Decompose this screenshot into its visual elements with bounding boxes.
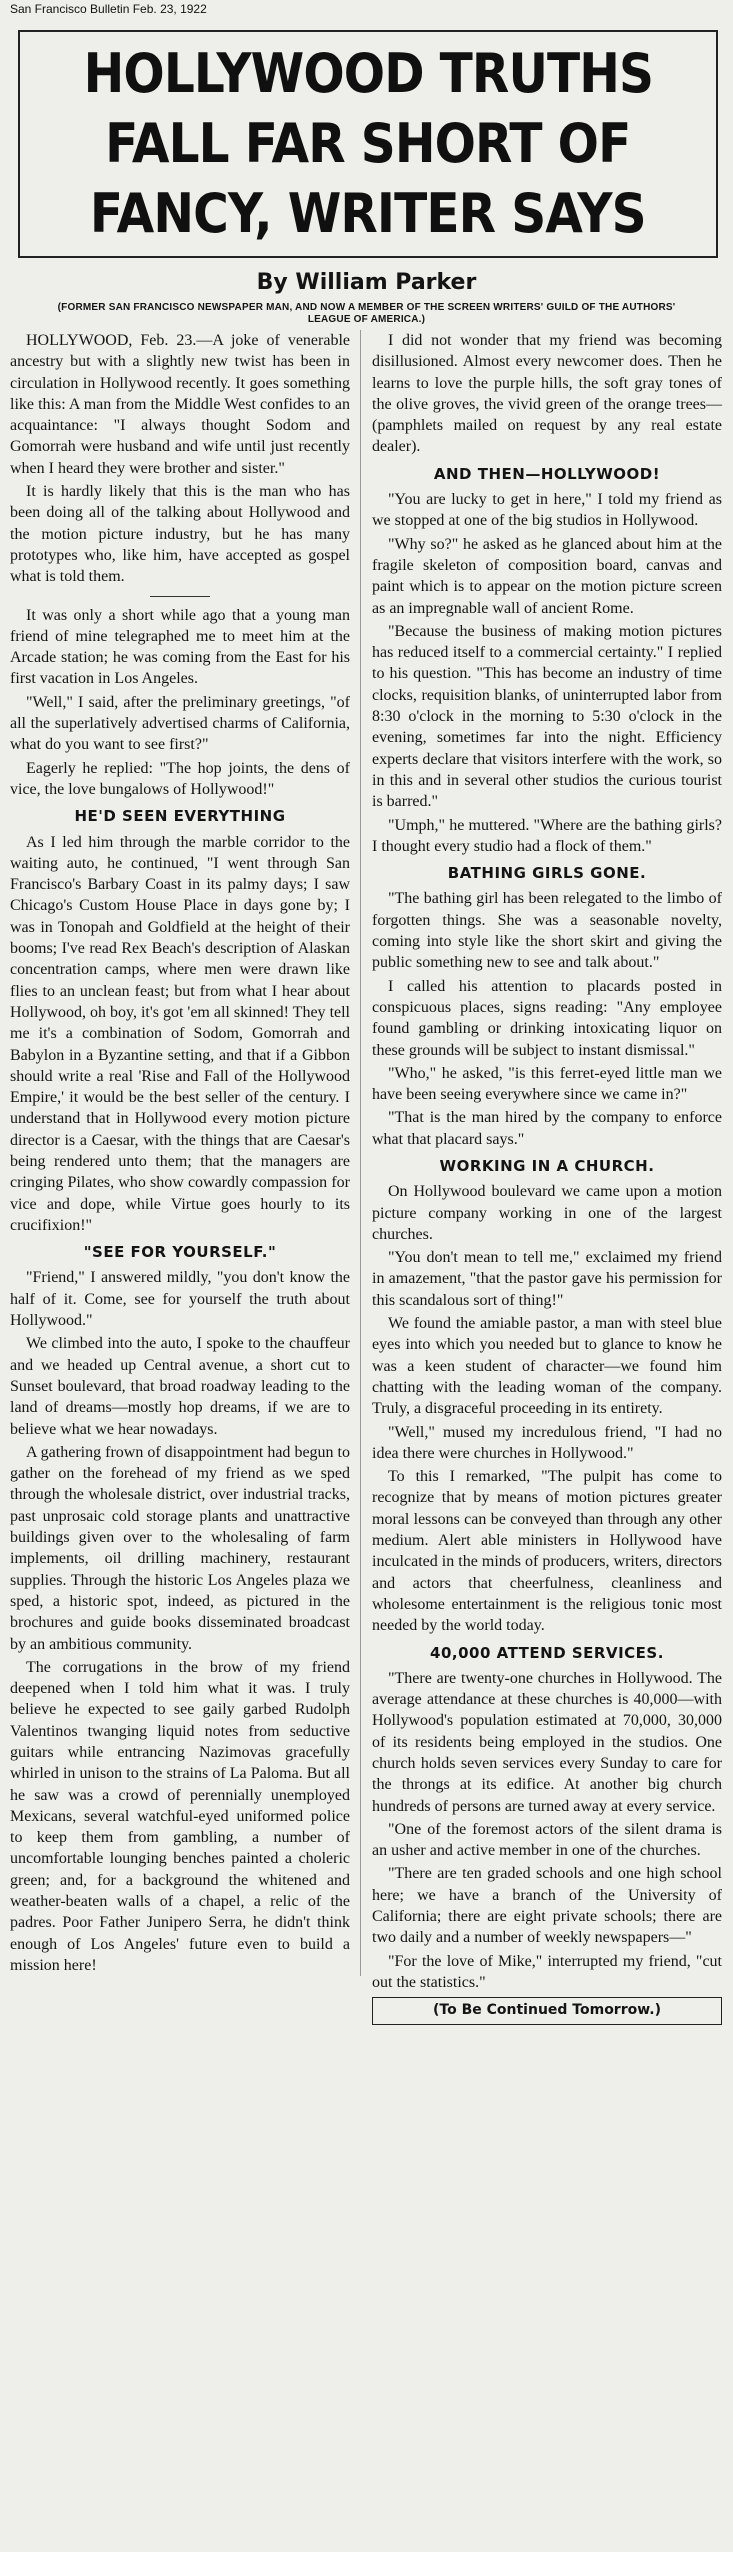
paragraph: "For the love of Mike," interrupted my friend, "cut out the statistics." <box>372 1952 722 1991</box>
paragraph: Eagerly he replied: "The hop joints, the dens of vice, the love bungalows of Hollywood!" <box>10 759 350 798</box>
subheading: AND THEN—HOLLYWOOD! <box>433 464 661 483</box>
paragraph: A gathering frown of disappointment had begun to gather on the forehead of my friend as we sped through the wholesale district, over industrial tracks, past unprosaic cold storage plants and unattractive buildings given over to the wholesaling of farm implements, oil drilling machinery, restaurant supplies. Through the historic Los Angeles plaza we sped, a historic spot, indeed, as pictured in the brochures and guide books disseminated broadcast by an ambitious community. <box>10 1443 350 1653</box>
headline-box <box>18 30 718 258</box>
paragraph: I did not wonder that my friend was becoming disillusioned. Almost every newcomer does. Then he learns to love the purple hills, the soft gray tones of the olive groves, the vivid green of the orange trees—(pamphlets mailed on request by any real estate dealer). <box>372 332 722 456</box>
paragraph: "Well," I said, after the preliminary greetings, "of all the superlatively advertised charms of California, what do you want to see first?" <box>10 693 350 754</box>
paragraph: On Hollywood boulevard we came upon a motion picture company working in one of the largest churches. <box>372 1183 722 1243</box>
subheading: 40,000 ATTEND SERVICES. <box>430 1643 664 1662</box>
paragraph: "You don't mean to tell me," exclaimed my friend in amazement, "that the pastor gave his permission for this scandalous sort of thing!" <box>372 1249 722 1309</box>
paragraph: "Friend," I answered mildly, "you don't know the half of it. Come, see for yourself the truth about Hollywood." <box>10 1269 350 1330</box>
paragraph: "Because the business of making motion pictures has reduced itself to a commercial certainty." I replied to his question. "This has become an industry of time clocks, requisition blanks, of uninterrupted labor from 8:30 o'clock in the morning to 5:30 o'clock in the evening, sometimes far into the night. Efficiency experts declare that visitors interfere with the work, so in this and in several other studios the curious tourist is barred." <box>372 622 722 811</box>
paragraph: "There are ten graded schools and one high school here; we have a branch of the University of California; there are eight private schools; there are two daily and a number of weekly newspapers—" <box>372 1865 722 1947</box>
continued-notice: (To Be Continued Tomorrow.) <box>372 1997 722 2024</box>
paragraph: To this I remarked, "The pulpit has come to recognize that by means of motion pictures greater moral lessons can be conveyed than through any other medium. Alert able ministers in Hollywood have inculcated in the minds of producers, writers, directors and actors that cheerfulness, cleanliness and wholesome entertainment is the religious tonic most needed by the world today. <box>372 1468 722 1635</box>
paragraph: "Who," he asked, "is this ferret-eyed little man we have been seeing everywhere since we came in?" <box>372 1064 722 1104</box>
paragraph: "The bathing girl has been relegated to the limbo of forgotten things. She was a seasonable novelty, coming into style like the short skirt and giving the public something new to see and talk about." <box>372 890 722 972</box>
paragraph: "Umph," he muttered. "Where are the bathing girls? I thought every studio had a flock of them." <box>372 816 722 855</box>
paragraph: "One of the foremost actors of the silent drama is an usher and active member in one of the churches. <box>372 1820 722 1860</box>
author-credit: (FORMER SAN FRANCISCO NEWSPAPER MAN, AND NOW A MEMBER OF THE SCREEN WRITERS' GUILD OF THE AUTHORS' LEAGUE OF AMERICA.) <box>57 302 676 325</box>
paragraph: We found the amiable pastor, a man with steel blue eyes into which you needed but to glance to know he was a keen student of character—we found him chatting with the leading woman of the company. Truly, a disgraceful proceeding in its entirety. <box>372 1315 722 1418</box>
source-caption: San Francisco Bulletin Feb. 23, 1922 <box>10 2 207 16</box>
subheading: WORKING IN A CHURCH. <box>439 1156 655 1175</box>
paragraph: The corrugations in the brow of my friend deepened when I told him what it was. I truly believe he expected to see gaily garbed Rudolph Valentinos twanging liquid notes from seductive guitars while entrancing Nazimovas gracefully whirled in unison to the strains of La Paloma. But all he saw was a crowd of perennially unemployed Mexicans, several watchful-eyed uniformed police to keep them from gambling, a number of uncomfortable lounging benches painted a choleric green; and, for a background the whitened and weather-beaten walls of a chapel, a relic of the padres. Poor Father Junipero Serra, he didn't think enough of Los Angeles' future even to build a mission here! <box>10 1658 350 1974</box>
subheading: BATHING GIRLS GONE. <box>447 864 647 883</box>
article-column-left <box>10 330 361 1976</box>
paragraph: "That is the man hired by the company to enforce what that placard says." <box>372 1109 722 1148</box>
headline-line-2: FALL FAR SHORT OF <box>105 112 631 175</box>
headline-line-1: HOLLYWOOD TRUTHS <box>83 42 653 105</box>
paragraph: "There are twenty-one churches in Hollywood. The average attendance at these churches is 40,000—with Hollywood's population estimated at 70,000, 30,000 of its residents being employed in the studios. One church holds seven services every Sunday to care for the throngs at its edifice. At another big church hundreds of persons are turned away at every service. <box>372 1669 722 1815</box>
divider <box>150 596 210 597</box>
paragraph: I called his attention to placards posted in conspicuous places, signs reading: "Any employee found gambling or drinking intoxicating liquor on these grounds will be subject to instant dismissal." <box>372 977 722 1059</box>
paragraph: "Why so?" he asked as he glanced about him at the fragile skeleton of composition board, canvas and paint which is to appear on the motion picture screen as an impregnable wall of ancient Rome. <box>372 535 722 617</box>
paragraph: HOLLYWOOD, Feb. 23.—A joke of venerable ancestry but with a slightly new twist has been in circulation in Hollywood recently. It goes something like this: A man from the Middle West confides to an acquaintance: "I always thought Sodom and Gomorrah were husband and wife until just recently when I heard they were brother and sister." <box>10 332 350 477</box>
subheading: HE'D SEEN EVERYTHING <box>74 807 286 826</box>
paragraph: We climbed into the auto, I spoke to the chauffeur and we headed up Central avenue, a short cut to Sunset boulevard, that broad roadway leading to the land of dreams—mostly hop dreams, if we are to believe what we hear nowadays. <box>10 1335 350 1438</box>
paragraph: It was only a short while ago that a young man friend of mine telegraphed me to meet him at the Arcade station; he was coming from the East for his first vacation in Los Angeles. <box>10 606 350 688</box>
paragraph: As I led him through the marble corridor to the waiting auto, he continued, "I went through San Francisco's Barbary Coast in its palmy days; I saw Chicago's Custom House Place in days gone by; I was in Tonopah and Goldfield at the height of their booms; I've read Rex Beach's description of Alaskan concentration camps, where men were drawn like flies to an unclean feast; but from what I hear about Hollywood, oh boy, it's got 'em all skinned! They tell me it's a combination of Sodom, Gomorrah and Babylon in a Byzantine setting, and that if a Gibbon should write a real 'Rise and Fall of the Hollywood Empire,' it would be the best seller of the century. I understand that in Hollywood every motion picture director is a Caesar, with the things that are Caesar's being rendered unto them; that the managers are cringing Pilates, who show cowardly compassion for vice and dope, while Virtue goes hourly to its crucifixion!" <box>10 833 350 1234</box>
paragraph: "You are lucky to get in here," I told my friend as we stopped at one of the big studios in Hollywood. <box>372 491 722 530</box>
article-column-right <box>372 330 722 2025</box>
headline-line-3: FANCY, WRITER SAYS <box>90 182 646 245</box>
byline: By William Parker <box>256 270 477 295</box>
paragraph: It is hardly likely that this is the man who has been doing all of the talking about Hollywood and the motion picture industry, but he has many prototypes who, like him, have accepted as gospel what is told them. <box>10 483 350 586</box>
subheading: "SEE FOR YOURSELF." <box>83 1243 277 1262</box>
paragraph: "Well," mused my incredulous friend, "I had no idea there were churches in Hollywood." <box>372 1423 722 1462</box>
